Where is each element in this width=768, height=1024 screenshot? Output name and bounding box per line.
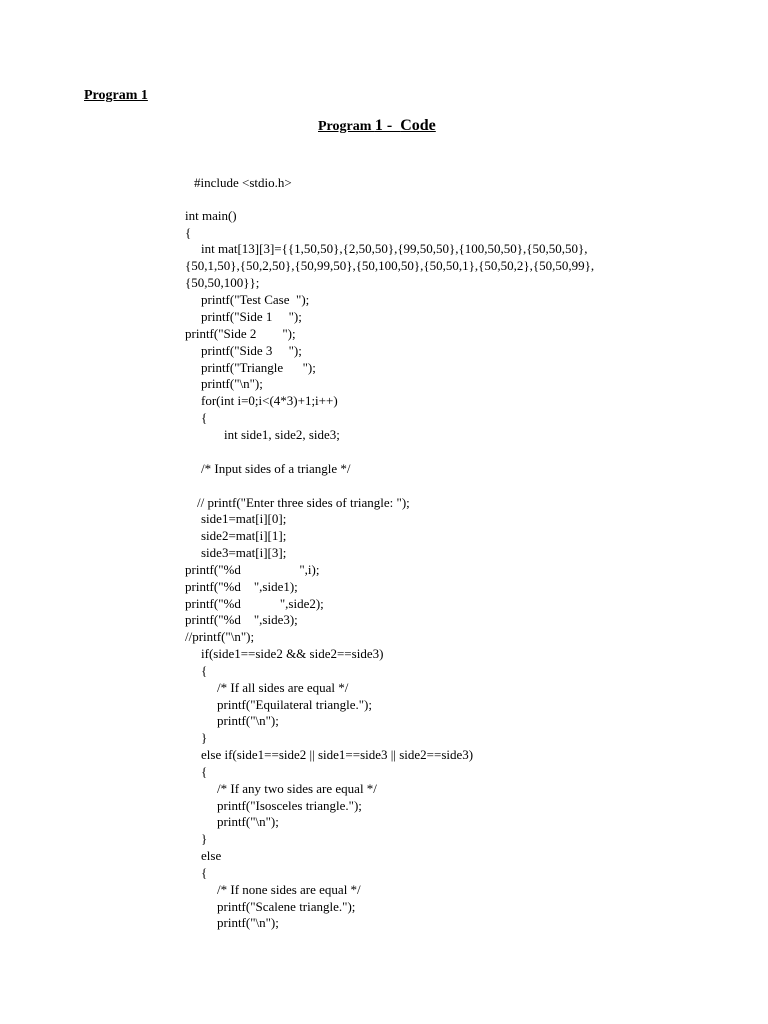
code-line: else if(side1==side2 || side1==side3 || side2==side3) [201,747,474,762]
code-line: printf("Triangle "); [201,360,316,375]
code-line: } [201,730,208,745]
code-line: printf("%d ",i); [185,562,320,577]
code-line: printf("Side 3 "); [201,343,302,358]
code-line: { [201,663,208,678]
code-line: printf("Isosceles triangle."); [217,798,362,813]
code-line: int side1, side2, side3; [224,427,340,442]
code-line: /* If none sides are equal */ [217,882,361,897]
code-line: { [201,764,208,779]
code-line: // printf("Enter three sides of triangle: "); [197,495,410,510]
code-line: { [185,225,192,240]
code-line: } [201,831,208,846]
heading-word: Program [318,119,375,134]
code-line: side3=mat[i][3]; [201,545,287,560]
code-line: else [201,848,222,863]
code-line: /* If all sides are equal */ [217,680,349,695]
code-line: printf("\n"); [217,915,279,930]
code-line: printf("%d ",side2); [185,596,324,611]
code-line: printf("\n"); [217,713,279,728]
code-line: //printf("\n"); [185,629,255,644]
code-line: printf("\n"); [201,376,263,391]
code-line: printf("Scalene triangle."); [217,899,356,914]
code-line: { [201,865,208,880]
code-line: #include <stdio.h> [194,175,292,190]
code-line: { [201,410,208,425]
code-line: if(side1==side2 && side2==side3) [201,646,384,661]
program-code-heading [318,117,436,135]
code-line: int main() [185,208,237,223]
code-line: printf("\n"); [217,814,279,829]
code-line: for(int i=0;i<(4*3)+1;i++) [201,393,338,408]
code-line: /* Input sides of a triangle */ [201,461,351,476]
code-line: /* If any two sides are equal */ [217,781,377,796]
code-line: side1=mat[i][0]; [201,511,287,526]
code-line: printf("%d ",side3); [185,612,298,627]
program-heading: Program 1 [84,88,148,103]
code-line: {50,50,100}}; [185,275,260,290]
code-line: printf("Side 1 "); [201,309,302,324]
code-line: int mat[13][3]={{1,50,50},{2,50,50},{99,50,50},{100,50,50},{50,50,50}, [201,241,588,256]
code-line: printf("Side 2 "); [185,326,296,341]
code-line: printf("Test Case "); [201,292,310,307]
code-line: side2=mat[i][1]; [201,528,287,543]
heading-number: 1 - [374,117,401,134]
heading-code-word: Code [400,117,436,134]
code-line: printf("Equilateral triangle."); [217,697,372,712]
code-line: printf("%d ",side1); [185,579,298,594]
code-line: {50,1,50},{50,2,50},{50,99,50},{50,100,50},{50,50,1},{50,50,2},{50,50,99}, [185,258,595,273]
